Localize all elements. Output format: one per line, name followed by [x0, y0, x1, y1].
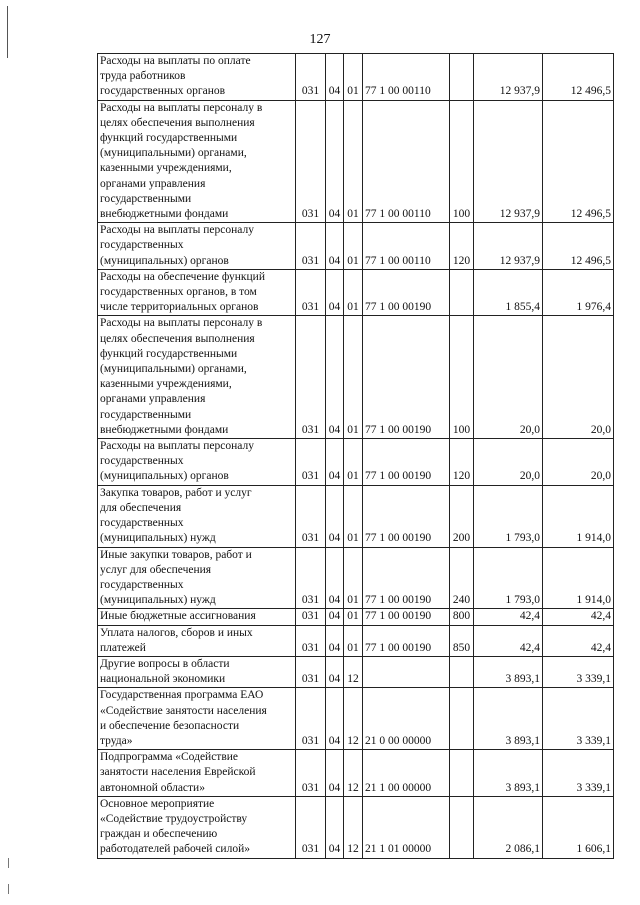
subsection-code: 01 [344, 439, 363, 486]
amount-year-2: 1 976,4 [543, 269, 614, 316]
table-row [98, 316, 614, 439]
target-article-code: 77 1 00 00190 [363, 547, 450, 609]
ministry-code: 031 [296, 750, 326, 797]
row-name: Закупка товаров, работ и услуг для обеспечения государственных (муниципальных) нужд [98, 485, 296, 547]
ministry-code: 031 [296, 54, 326, 101]
amount-year-1: 12 937,9 [474, 54, 543, 101]
target-article-code: 21 0 00 00000 [363, 688, 450, 750]
section-code: 04 [326, 547, 344, 609]
table-row [98, 100, 614, 223]
table-row [98, 485, 614, 547]
amount-year-1: 42,4 [474, 625, 543, 656]
expense-type-code [450, 688, 474, 750]
amount-year-2: 1 606,1 [543, 796, 614, 858]
subsection-code: 12 [344, 656, 363, 687]
ministry-code: 031 [296, 625, 326, 656]
amount-year-2: 3 339,1 [543, 688, 614, 750]
target-article-code: 77 1 00 00190 [363, 609, 450, 625]
section-code: 04 [326, 656, 344, 687]
section-code: 04 [326, 54, 344, 101]
expense-type-code [450, 796, 474, 858]
ministry-code: 031 [296, 100, 326, 223]
expense-type-code: 100 [450, 100, 474, 223]
subsection-code: 12 [344, 750, 363, 797]
target-article-code: 77 1 00 00190 [363, 625, 450, 656]
expense-type-code: 240 [450, 547, 474, 609]
ministry-code: 031 [296, 656, 326, 687]
amount-year-1: 3 893,1 [474, 750, 543, 797]
subsection-code: 01 [344, 54, 363, 101]
amount-year-1: 20,0 [474, 316, 543, 439]
expense-type-code: 120 [450, 439, 474, 486]
row-name: Другие вопросы в области национальной экономики [98, 656, 296, 687]
ministry-code: 031 [296, 485, 326, 547]
amount-year-1: 1 855,4 [474, 269, 543, 316]
section-code: 04 [326, 100, 344, 223]
ministry-code: 031 [296, 796, 326, 858]
section-code: 04 [326, 439, 344, 486]
expense-type-code: 200 [450, 485, 474, 547]
table-row [98, 547, 614, 609]
amount-year-2: 3 339,1 [543, 750, 614, 797]
section-code: 04 [326, 750, 344, 797]
ministry-code: 031 [296, 439, 326, 486]
amount-year-1: 1 793,0 [474, 547, 543, 609]
amount-year-2: 20,0 [543, 439, 614, 486]
row-name: Расходы на выплаты персоналу государственных (муниципальных) органов [98, 439, 296, 486]
target-article-code: 77 1 00 00110 [363, 54, 450, 101]
target-article-code: 77 1 00 00190 [363, 269, 450, 316]
subsection-code: 12 [344, 796, 363, 858]
table-row [98, 796, 614, 858]
subsection-code: 01 [344, 269, 363, 316]
subsection-code: 01 [344, 547, 363, 609]
target-article-code: 21 1 00 00000 [363, 750, 450, 797]
row-name: Иные закупки товаров, работ и услуг для обеспечения государственных (муниципальных) нужд [98, 547, 296, 609]
row-name: Расходы на выплаты персоналу в целях обеспечения выполнения функций государственными (муниципальными) органами, казенными учреждениями, органами управления государственными внебюджетными фондами [98, 100, 296, 223]
amount-year-1: 2 086,1 [474, 796, 543, 858]
amount-year-2: 42,4 [543, 609, 614, 625]
margin-rule [7, 6, 8, 58]
subsection-code: 12 [344, 688, 363, 750]
amount-year-2: 1 914,0 [543, 485, 614, 547]
expense-type-code: 850 [450, 625, 474, 656]
section-code: 04 [326, 269, 344, 316]
table-row [98, 656, 614, 687]
row-name: Расходы на выплаты персоналу государственных (муниципальных) органов [98, 223, 296, 270]
amount-year-1: 42,4 [474, 609, 543, 625]
row-name: Расходы на выплаты персоналу в целях обеспечения выполнения функций государственными (муниципальными) органами, казенными учреждениями, органами управления государственными внебюджетными фондами [98, 316, 296, 439]
amount-year-2: 12 496,5 [543, 54, 614, 101]
section-code: 04 [326, 688, 344, 750]
expense-type-code [450, 656, 474, 687]
target-article-code: 21 1 01 00000 [363, 796, 450, 858]
target-article-code: 77 1 00 00190 [363, 316, 450, 439]
section-code: 04 [326, 223, 344, 270]
section-code: 04 [326, 796, 344, 858]
table-row [98, 54, 614, 101]
amount-year-1: 1 793,0 [474, 485, 543, 547]
margin-mark [8, 858, 9, 868]
amount-year-1: 3 893,1 [474, 688, 543, 750]
budget-table [97, 53, 614, 859]
row-name: Государственная программа ЕАО «Содействие занятости населения и обеспечение безопасности труда» [98, 688, 296, 750]
section-code: 04 [326, 609, 344, 625]
expense-type-code [450, 269, 474, 316]
target-article-code: 77 1 00 00190 [363, 485, 450, 547]
section-code: 04 [326, 485, 344, 547]
amount-year-1: 12 937,9 [474, 223, 543, 270]
expense-type-code [450, 54, 474, 101]
row-name: Уплата налогов, сборов и иных платежей [98, 625, 296, 656]
subsection-code: 01 [344, 625, 363, 656]
budget-table-body [98, 54, 614, 859]
amount-year-1: 3 893,1 [474, 656, 543, 687]
amount-year-2: 42,4 [543, 625, 614, 656]
amount-year-2: 1 914,0 [543, 547, 614, 609]
table-row [98, 625, 614, 656]
amount-year-2: 12 496,5 [543, 100, 614, 223]
amount-year-2: 3 339,1 [543, 656, 614, 687]
expense-type-code: 100 [450, 316, 474, 439]
ministry-code: 031 [296, 547, 326, 609]
target-article-code [363, 656, 450, 687]
table-row [98, 269, 614, 316]
page-number: 127 [309, 32, 331, 47]
subsection-code: 01 [344, 485, 363, 547]
subsection-code: 01 [344, 609, 363, 625]
expense-type-code: 120 [450, 223, 474, 270]
table-row [98, 609, 614, 625]
target-article-code: 77 1 00 00190 [363, 439, 450, 486]
amount-year-1: 12 937,9 [474, 100, 543, 223]
subsection-code: 01 [344, 316, 363, 439]
section-code: 04 [326, 316, 344, 439]
section-code: 04 [326, 625, 344, 656]
margin-mark [8, 884, 9, 894]
row-name: Подпрограмма «Содействие занятости населения Еврейской автономной области» [98, 750, 296, 797]
expense-type-code: 800 [450, 609, 474, 625]
table-row [98, 223, 614, 270]
table-row [98, 439, 614, 486]
ministry-code: 031 [296, 269, 326, 316]
target-article-code: 77 1 00 00110 [363, 223, 450, 270]
row-name: Иные бюджетные ассигнования [98, 609, 296, 625]
amount-year-2: 20,0 [543, 316, 614, 439]
ministry-code: 031 [296, 223, 326, 270]
ministry-code: 031 [296, 609, 326, 625]
subsection-code: 01 [344, 100, 363, 223]
subsection-code: 01 [344, 223, 363, 270]
target-article-code: 77 1 00 00110 [363, 100, 450, 223]
table-row [98, 750, 614, 797]
amount-year-2: 12 496,5 [543, 223, 614, 270]
ministry-code: 031 [296, 316, 326, 439]
row-name: Расходы на обеспечение функций государственных органов, в том числе территориальных органов [98, 269, 296, 316]
amount-year-1: 20,0 [474, 439, 543, 486]
ministry-code: 031 [296, 688, 326, 750]
table-row [98, 688, 614, 750]
expense-type-code [450, 750, 474, 797]
row-name: Основное мероприятие «Содействие трудоустройству граждан и обеспечению работодателей рабочей силой» [98, 796, 296, 858]
row-name: Расходы на выплаты по оплате труда работников государственных органов [98, 54, 296, 101]
